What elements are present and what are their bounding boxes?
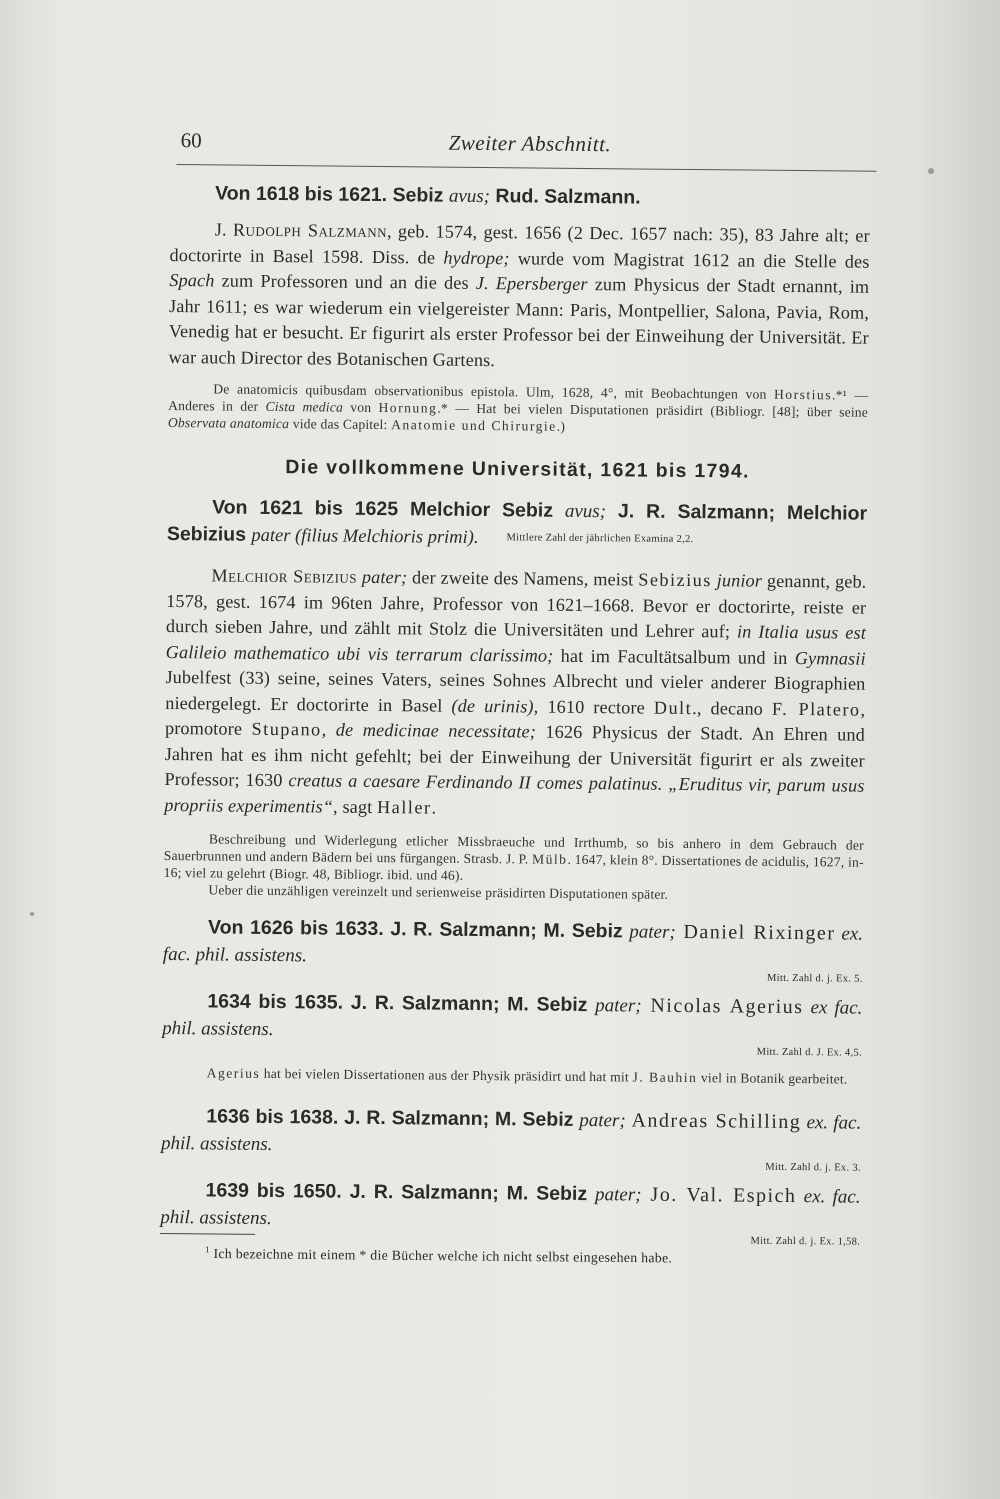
section-heading-1626 [163, 914, 863, 975]
text: De anatomicis quibusdam observationibus epistola. Ulm, 1628, 4°, mit Beobachtungen von [213, 381, 775, 402]
text: vide das Capitel: [289, 416, 392, 433]
text: .*¹ — Anderes in der [168, 387, 869, 414]
heading-text: Von 1621 bis 1625 Melchior Sebiz [212, 496, 566, 522]
spaced-name: Andreas Schilling [625, 1109, 802, 1134]
spaced-name: J. Bauhin [632, 1069, 698, 1086]
text: Jubelfest (33) seine, seines Vaters, seines Sohnes Albrecht und vieler anderer Biographien niedergelegt. Er doctorirte in Basel [165, 666, 866, 716]
paragraph-salzmann [168, 217, 869, 377]
chapter-title: Die vollkommene Universität, 1621 bis 1794. [285, 456, 750, 483]
spaced-name: F. Platero [771, 698, 861, 720]
heading-text: Rud. Salzmann. [489, 185, 641, 209]
spaced-name: Agerius [206, 1065, 261, 1081]
spaced-name: Hornung [378, 400, 438, 416]
text: .* — Hat bei vielen Disputationen präsidirt (Bibliogr. [48]; über seine [437, 400, 869, 420]
text: 1626 Physicus der Stadt. An Ehren und Jahren hat es ihm nicht gefehlt; bei der Einweihung der Universität figurirt er als zweiter Professor; 1630 [164, 721, 866, 791]
paper-blemish [928, 168, 934, 174]
footnote-text: Ich bezeichne mit einem * die Bücher welche ich nicht selbst eingesehen habe. [209, 1246, 673, 1266]
note-salzmann [168, 380, 868, 438]
spaced-name: Dult [653, 697, 693, 718]
spaced-name: Jo. Val. Espich [641, 1183, 797, 1208]
spaced-name: Haller [377, 796, 432, 818]
italic-text: Observata anatomica [167, 414, 290, 432]
exam-count: Mitt. Zahl d. J. Ex. 4,5. [756, 1046, 862, 1059]
spaced-name: Anatomie und Chirurgie [391, 417, 557, 434]
text: wurde vom Magistrat 1612 an die Stelle des [509, 247, 870, 272]
text: , geb. 1574, gest. 1656 (2 Dec. 1657 nach: 35), 83 Jahre alt; er doctorirte in Basel 1598. Diss. de [169, 221, 870, 268]
italic-text: Gymnasii [794, 647, 866, 669]
text: 1610 rectore [538, 696, 654, 718]
heading-italic: ex. fac. phil. assistens. [160, 1186, 861, 1230]
heading-text: 1639 bis 1650. J. R. Salzmann; M. Sebiz [205, 1179, 596, 1206]
italic-text: J. Epersberger [475, 272, 588, 295]
text: , promotore [164, 699, 866, 739]
heading-italic: avus; [448, 185, 491, 208]
running-head: Zweiter Abschnitt. [448, 130, 612, 157]
heading-italic: ex. fac. phil. assistens. [160, 1112, 862, 1156]
spaced-name: Daniel Rixinger [675, 920, 836, 945]
page-header [180, 128, 870, 165]
spaced-name: Mülb [531, 851, 568, 867]
italic-text: creatus a caesare Ferdinando II comes palatinus. „Eruditus vir, parum usus propriis experimentis“ [164, 770, 865, 817]
text: , sagt [333, 796, 378, 817]
paragraph-sebizius [164, 563, 866, 825]
text: der zweite des Namens, meist [407, 567, 639, 590]
text: zum Professoren und an die des [214, 270, 476, 293]
heading-italic: pater; [579, 1109, 626, 1132]
heading-text: Von 1626 bis 1633. J. R. Salzmann; M. Sebiz [207, 916, 630, 943]
note-agerius [162, 1064, 862, 1088]
header-rule [176, 164, 876, 172]
exam-count: Mitt. Zahl d. j. Ex. 5. [767, 972, 863, 985]
text: ., decano [692, 697, 773, 719]
exam-count: Mittlere Zahl der jährlichen Examina 2,2. [506, 532, 694, 545]
text: .) [556, 418, 566, 434]
spaced-name: Stupano [251, 718, 322, 740]
heading-italic: pater; [594, 1184, 642, 1206]
heading-text: 1636 bis 1638. J. R. Salzmann; M. Sebiz [206, 1105, 580, 1131]
heading-text: Von 1618 bis 1621. Sebiz [215, 182, 450, 207]
spaced-name: Sebizius [638, 569, 712, 591]
text: viel in Botanik gearbeitet. [697, 1070, 848, 1087]
text: . [431, 797, 437, 818]
heading-italic: pater (filius Melchioris primi). [251, 525, 479, 548]
text: hat bei vielen Dissertationen aus der Physik präsidirt und hat mit [260, 1065, 633, 1085]
text: J. [214, 219, 234, 240]
note-sebizius-1 [164, 830, 864, 888]
text: . 1647, klein 8°. Dissertationes de acidulis, 1627, in-16; viel zu gelehrt (Biogr. 48, Bibliogr. ibid. und 46). [163, 851, 864, 883]
italic-text: de medicinae necessitate; [335, 719, 537, 742]
section-heading-1618 [170, 180, 870, 214]
note-sebizius-2: Ueber die unzähligen vereinzelt und serienweise präsidirten Disputationen später. [208, 882, 669, 902]
section-heading-1621 [167, 494, 867, 556]
exam-count: Mitt. Zahl d. j. Ex. 3. [765, 1161, 861, 1174]
heading-italic: avus; [564, 500, 607, 523]
heading-italic: pater; [629, 921, 676, 943]
text: genannt, geb. 1578, gest. 1674 im 96ten Jahre, Professor von 1621–1668. Bevor er doctorirte, reiste er durch sieben Jahre, und zählt mit Stolz die Universitäten und Lehrer auf; [165, 570, 867, 642]
footnote-marker: 1 [204, 1244, 210, 1255]
page-body [160, 176, 870, 1268]
text: zum Physicus der Stadt ernannt, im Jahr 1611; es war wiederum ein vielgereister Mann: Paris, Montpellier, Salona, Pavia, Rom, Venedig hat er besucht. Er figurirt als erster Professor bei der Einweihung der Universität. Er war auch Director des Botanischen Gartens. [168, 274, 870, 370]
section-heading-1639 [160, 1177, 860, 1238]
section-heading-1636 [161, 1103, 861, 1164]
text: von [342, 399, 379, 416]
text: , [321, 719, 336, 740]
exam-count: Mitt. Zahl d. j. Ex. 1,58. [750, 1235, 861, 1248]
heading-text: J. R. Salzmann; Melchior Sebizius [166, 500, 868, 546]
italic-text: junior [711, 570, 763, 591]
italic-text: Spach [169, 269, 215, 291]
spaced-name: Nicolas Agerius [641, 994, 804, 1019]
heading-text: 1634 bis 1635. J. R. Salzmann; M. Sebiz [207, 990, 596, 1017]
text: Beschreibung und Widerlegung etlicher Missbraeuche und Irrthumb, so bis anhero in dem Gebrauch der Sauerbrunnen und andern Bädern bei uns fürgangen. Strasb. J. P. [163, 831, 864, 867]
text: hat im Facultätsalbum und in [553, 645, 795, 668]
italic-text: hydrope; [443, 247, 510, 268]
section-heading-1634 [162, 988, 862, 1049]
italic-text: in Italia usus est Galileio mathematico ubi vis terrarum clarissimo; [165, 621, 867, 666]
italic-text: pater; [357, 566, 408, 588]
name-smallcaps: Rudolph Salzmann [232, 219, 388, 242]
spaced-name: Horstius [773, 386, 833, 403]
page-content [160, 0, 878, 1266]
heading-italic: ex. fac. phil. assistens. [162, 923, 864, 967]
italic-text: (de urinis), [451, 695, 539, 717]
italic-text: Cista medica [265, 398, 344, 415]
heading-italic: pater; [595, 995, 642, 1017]
page-number: 60 [180, 128, 202, 153]
paper-blemish [30, 912, 34, 916]
heading-italic: ex fac. phil. assistens. [162, 997, 863, 1041]
name-smallcaps: Melchior Sebizius [211, 565, 358, 587]
